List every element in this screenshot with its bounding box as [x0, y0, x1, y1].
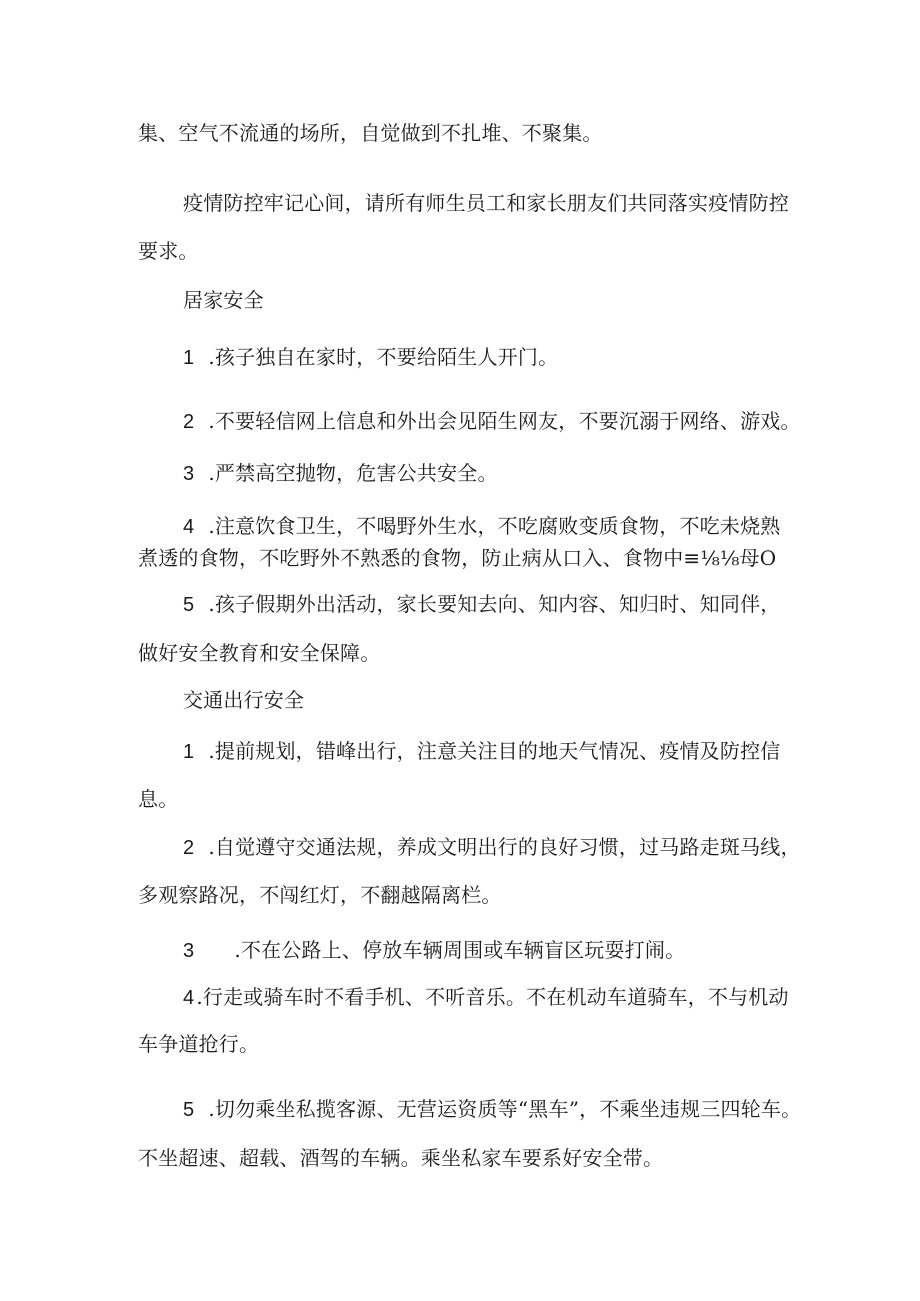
item-number: 1 [183, 741, 195, 763]
paragraph-line: 多观察路况，不闯红灯，不翻越隔离栏。 [138, 883, 502, 907]
home-item-5 [183, 592, 781, 617]
paragraph-line: 煮透的食物，不吃野外不熟悉的食物，防止病从口入、食物中≡⅛⅛母O [138, 546, 777, 570]
item-text: .不在公路上、停放车辆周围或车辆盲区玩耍打闹。 [234, 938, 686, 962]
paragraph-line: 做好安全教育和安全保障。 [138, 641, 381, 665]
item-number: 1 [183, 347, 195, 369]
traffic-item-4 [183, 985, 789, 1010]
item-text: .行走或骑车时不看手机、不听音乐。不在机动车道骑车，不与机动 [196, 985, 789, 1009]
item-text: .孩子假期外出活动，家长要知去向、知内容、知归时、知同伴， [208, 592, 781, 616]
home-item-3 [183, 461, 498, 486]
item-number: 5 [183, 1099, 195, 1121]
traffic-item-3 [183, 938, 685, 963]
paragraph-line: 不坐超速、超载、酒驾的车辆。乘坐私家车要系好安全带。 [138, 1146, 664, 1170]
item-text: .切勿乘坐私揽客源、无营运资质等“黑车”，不乘坐违规三四轮车。 [208, 1097, 802, 1121]
traffic-item-2 [183, 835, 801, 860]
home-item-1 [183, 345, 558, 370]
paragraph-line: 车争道抢行。 [138, 1032, 260, 1056]
section-heading-home-safety: 居家安全 [183, 288, 264, 312]
item-number: 2 [183, 411, 195, 433]
item-number: 5 [183, 594, 195, 616]
paragraph-line: 疫情防控牢记心间，请所有师生员工和家长朋友们共同落实疫情防控 [183, 191, 789, 215]
section-heading-traffic-safety: 交通出行安全 [183, 688, 305, 712]
item-text: .注意饮食卫生，不喝野外生水，不吃腐败变质食物，不吃未烧熟 [208, 514, 781, 538]
home-item-4 [183, 514, 781, 539]
paragraph-line: 息。 [138, 787, 179, 811]
item-text: .孩子独自在家时，不要给陌生人开门。 [208, 345, 559, 369]
paragraph-line: 集、空气不流通的场所，自觉做到不扎堆、不聚集。 [138, 121, 603, 145]
home-item-2 [183, 409, 801, 434]
item-number: 3 [183, 463, 195, 485]
item-text: .自觉遵守交通法规，养成文明出行的良好习惯，过马路走斑马线， [208, 835, 801, 859]
item-number: 4 [183, 987, 195, 1009]
item-number: 2 [183, 837, 195, 859]
item-text: .提前规划，错峰出行，注意关注目的地天气情况、疫情及防控信 [208, 739, 781, 763]
item-number: 3 [183, 940, 195, 962]
item-text: .不要轻信网上信息和外出会见陌生网友，不要沉溺于网络、游戏。 [208, 409, 801, 433]
item-text: .严禁高空抛物，危害公共安全。 [208, 461, 498, 485]
item-number: 4 [183, 516, 195, 538]
traffic-item-1 [183, 739, 781, 764]
traffic-item-5 [183, 1097, 801, 1122]
paragraph-line: 要求。 [138, 239, 199, 263]
